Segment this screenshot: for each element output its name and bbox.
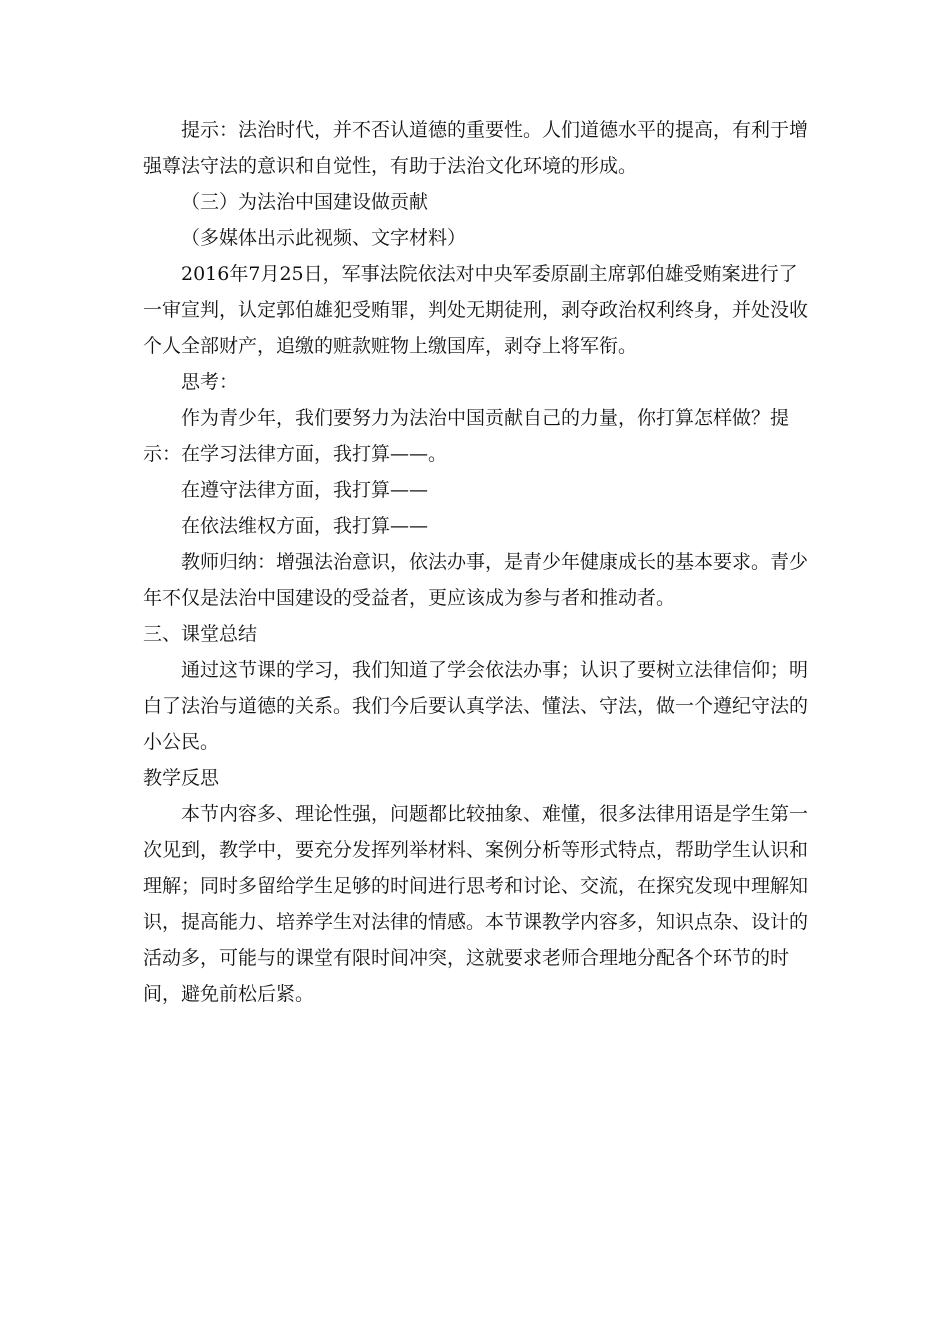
paragraph-defend-rights: 在依法维权方面，我打算—— <box>181 515 429 537</box>
paragraph-hint-law-morality: 提示：法治时代，并不否认道德的重要性。人们道德水平的提高，有利于增强尊法守法的意识和自觉性，有助于法治文化环境的形成。 <box>143 119 809 177</box>
section-heading-class-summary: 三、课堂总结 <box>143 623 258 645</box>
paragraph-reflection: 本节内容多、理论性强，问题都比较抽象、难懂，很多法律用语是学生第一次见到，教学中，要充分发挥列举材料、案例分析等形式特点，帮助学生认识和理解；同时多留给学生足够的时间进行思考和讨论、交流，在探究发现中理解知识，提高能力、培养学生对法律的情感。本节课教学内容多，知识点杂、设计的活动多，可能与的课堂有限时间冲突，这就要求老师合理地分配各个环节的时间，避免前松后紧。 <box>143 803 809 1005</box>
section-heading-reflection: 教学反思 <box>143 767 220 789</box>
paragraph-think-question: 作为青少年，我们要努力为法治中国贡献自己的力量，你打算怎样做？提示：在学习法律方面，我打算——。 <box>143 407 790 465</box>
paragraph-case-material: 2016年7月25日，军事法院依法对中央军委原副主席郭伯雄受贿案进行了一审宣判，认定郭伯雄犯受贿罪，判处无期徒刑，剥夺政治权利终身，并处没收个人全部财产，追缴的赃款赃物上缴国库，剥夺上将军衔。 <box>143 263 809 357</box>
paragraph-think-label: 思考： <box>181 371 239 393</box>
paragraph-teacher-summary: 教师归纳：增强法治意识，依法办事，是青少年健康成长的基本要求。青少年不仅是法治中国建设的受益者，更应该成为参与者和推动者。 <box>143 551 809 609</box>
paragraph-class-summary: 通过这节课的学习，我们知道了学会依法办事；认识了要树立法律信仰；明白了法治与道德的关系。我们今后要认真学法、懂法、守法，做一个遵纪守法的小公民。 <box>143 659 809 753</box>
document-body <box>143 112 815 1012</box>
paragraph-media-note: （多媒体出示此视频、文字材料） <box>181 227 467 249</box>
section-heading-contribution: （三）为法治中国建设做贡献 <box>181 191 429 213</box>
paragraph-obey-law: 在遵守法律方面，我打算—— <box>181 479 429 501</box>
